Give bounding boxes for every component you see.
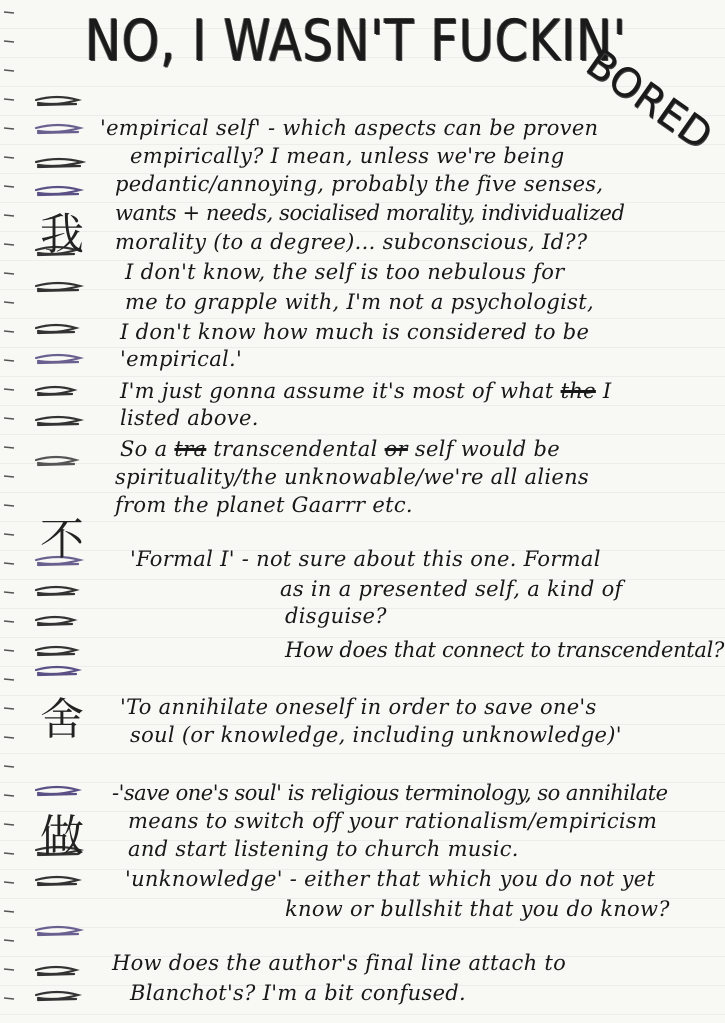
margin-tick	[4, 679, 14, 680]
note-line: pedantic/annoying, probably the five senses,	[115, 172, 604, 196]
note-line: soul (or knowledge, including unknowledge)'	[130, 723, 622, 747]
margin-tick	[4, 389, 14, 390]
margin-tick	[4, 157, 14, 158]
margin-tick	[4, 447, 14, 448]
margin-tick	[4, 331, 14, 332]
struck-word: tra	[174, 437, 207, 461]
note-text: self would be	[414, 437, 560, 461]
margin-scribble	[36, 159, 82, 167]
note-line: 'empirical self' - which aspects can be proven	[100, 116, 599, 140]
margin-tick	[4, 708, 14, 709]
margin-tick	[4, 998, 14, 999]
note-line: 'unknowledge' - either that which you do not yet	[125, 867, 656, 891]
note-line	[120, 378, 611, 404]
margin-tick	[4, 99, 14, 100]
margin-scribble	[36, 97, 78, 105]
note-line: empirically? I mean, unless we're being	[130, 144, 565, 168]
note-line: I don't know how much is considered to be	[120, 320, 590, 344]
struck-word: or	[384, 437, 408, 461]
margin-tick	[4, 12, 14, 13]
margin-scribble	[36, 417, 80, 425]
note-line: from the planet Gaarrr etc.	[115, 493, 413, 517]
note-line: disguise?	[285, 604, 387, 628]
margin-scribble	[36, 325, 76, 333]
margin-tick	[4, 650, 14, 651]
note-text: I	[602, 379, 612, 403]
note-line: spirituality/the unknowable/we're all aliens	[115, 465, 589, 489]
margin-tick	[4, 534, 14, 535]
margin-tick	[4, 592, 14, 593]
note-text: I'm just gonna assume it's most of what	[120, 379, 554, 403]
margin-scribble	[36, 787, 78, 795]
note-text: So a	[120, 437, 168, 461]
margin-tick	[4, 621, 14, 622]
margin-tick	[4, 360, 14, 361]
margin-tick	[4, 128, 14, 129]
margin-tick	[4, 853, 14, 854]
note-line: I don't know, the self is too nebulous for	[125, 260, 565, 284]
note-line: Blanchot's? I'm a bit confused.	[130, 981, 467, 1005]
margin-scribble	[36, 283, 80, 291]
margin-tick	[4, 940, 14, 941]
note-line: wants + needs, socialised morality, individualized	[115, 201, 625, 225]
margin-tick	[4, 882, 14, 883]
margin-tick	[4, 911, 14, 912]
margin-scribble	[36, 927, 80, 935]
page-title: NO, I WASN'T FUCKIN'	[85, 8, 627, 74]
margin-scribble	[36, 387, 74, 395]
note-line: 'empirical.'	[120, 347, 243, 371]
margin-tick	[4, 766, 14, 767]
note-line: listed above.	[120, 406, 259, 430]
margin-scribble	[36, 187, 80, 195]
margin-tick	[4, 563, 14, 564]
margin-scribble	[36, 355, 80, 363]
margin-scribble	[36, 967, 76, 975]
margin-glyph-she: 舍	[40, 694, 84, 745]
note-line	[120, 436, 560, 462]
margin-tick	[4, 244, 14, 245]
margin-tick	[4, 824, 14, 825]
margin-tick	[4, 215, 14, 216]
margin-tick	[4, 41, 14, 42]
note-line: as in a presented self, a kind of	[280, 577, 623, 601]
note-text: transcendental	[213, 437, 378, 461]
note-line: How does the author's final line attach to	[112, 951, 567, 975]
margin-tick	[4, 505, 14, 506]
note-line: means to switch off your rationalism/empiricism	[128, 809, 658, 833]
margin-tick	[4, 795, 14, 796]
note-line: morality (to a degree)... subconscious, Id??	[115, 230, 588, 254]
margin-scribble	[36, 587, 76, 595]
margin-tick	[4, 737, 14, 738]
margin-scribble	[36, 125, 80, 133]
margin-glyph-zuo: 做	[40, 811, 84, 862]
margin-tick	[4, 476, 14, 477]
margin-scribble	[36, 647, 76, 655]
margin-tick	[4, 186, 14, 187]
margin-tick	[4, 418, 14, 419]
note-line: 'Formal I' - not sure about this one. Formal	[130, 547, 601, 571]
margin-tick	[4, 302, 14, 303]
note-line: How does that connect to transcendental?	[285, 638, 725, 662]
note-line: me to grapple with, I'm not a psychologist,	[125, 290, 594, 314]
note-line: 'To annihilate oneself in order to save one's	[120, 695, 597, 719]
margin-tick	[4, 70, 14, 71]
margin-glyph-wo: 我	[40, 209, 84, 260]
margin-scribble	[36, 877, 78, 885]
note-line: know or bullshit that you do know?	[285, 897, 670, 921]
note-line: -'save one's soul' is religious terminology, so annihilate	[112, 781, 668, 805]
margin-scribble	[36, 667, 78, 675]
margin-scribble	[36, 992, 78, 1000]
note-line: and start listening to church music.	[128, 837, 519, 861]
margin-tick	[4, 273, 14, 274]
struck-word: the	[560, 379, 596, 403]
margin-scribble	[36, 457, 76, 465]
margin-glyph-bu: 不	[40, 514, 84, 565]
margin-scribble	[36, 617, 74, 625]
page-title-tail: BORED	[577, 40, 721, 160]
margin-tick	[4, 969, 14, 970]
